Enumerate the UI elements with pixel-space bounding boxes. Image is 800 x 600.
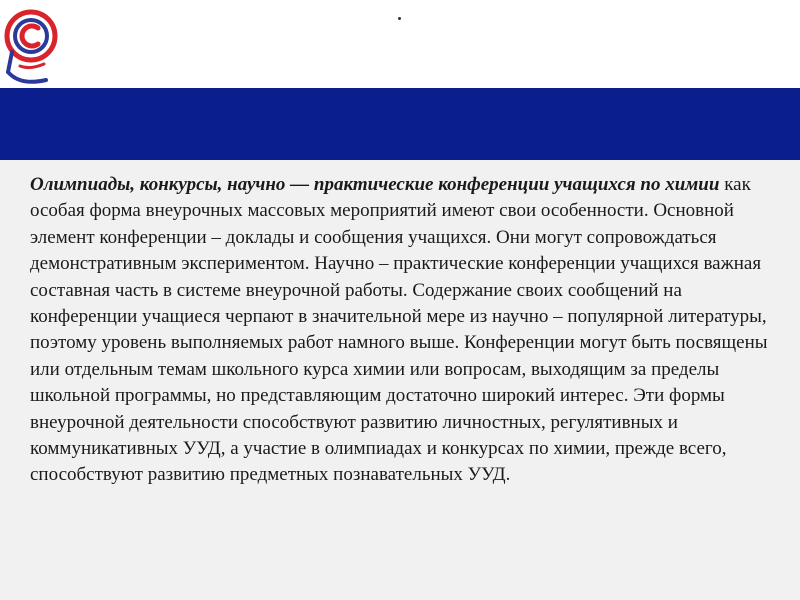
decorative-dot <box>398 17 401 20</box>
copyright-c-logo-icon <box>0 0 63 88</box>
paragraph-body: как особая форма внеурочных массовых мероприятий имеют свои особенности. Основной элемент конференции – доклады и сообщения учащихся. Они могут сопровождаться демонстративным экспериментом. Научно – практические конференции учащихся важная составная часть в системе внеурочной работы. Содержание своих сообщений на конференции учащиеся черпают в значительной мере из научно – популярной литературы, поэтому уровень выполняемых работ намного выше. Конференции могут быть посвящены или отдельным темам школьного курса химии или вопросам, выходящим за пределы школьной программы, но представляющим достаточно широкий интерес. Эти формы внеурочной деятельности способствуют развитию личностных, регулятивных и коммуникативных УУД, а участие в олимпиадах и конкурсах по химии, прежде всего, способствуют развитию предметных познавательных УУД. <box>30 174 768 486</box>
logo <box>0 0 63 88</box>
header-blue-band <box>0 88 800 160</box>
lead-phrase: Олимпиады, конкурсы, научно — практические конференции учащихся по химии <box>30 174 720 195</box>
main-paragraph <box>30 172 772 489</box>
